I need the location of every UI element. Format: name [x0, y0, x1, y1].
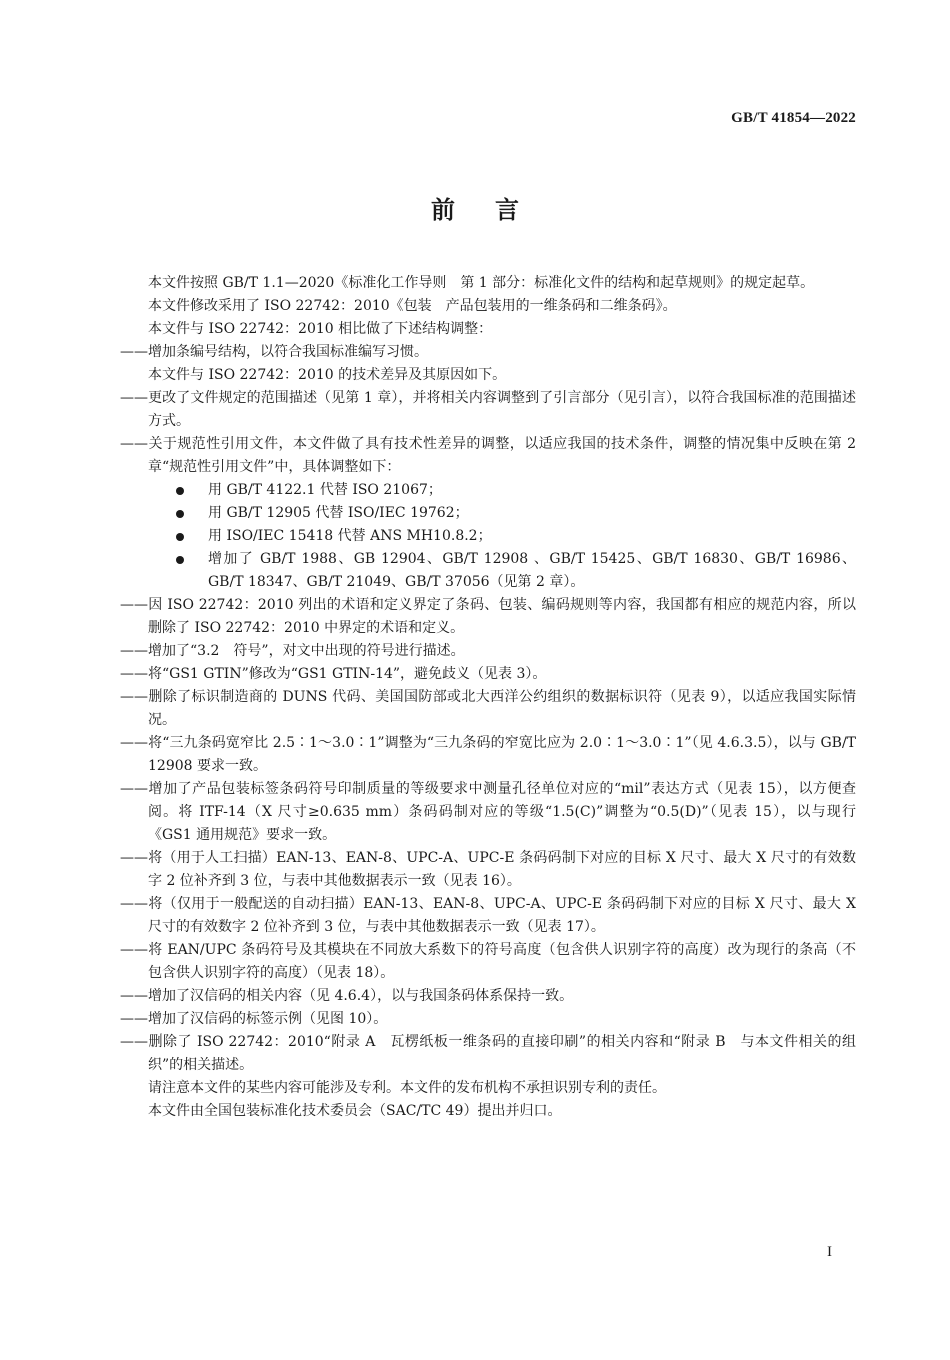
dash-list-item [120, 686, 856, 732]
dash-item-text: 增加了产品包装标签条码符号印制质量的等级要求中测量孔径单位对应的“mil”表达方式（见表 15），以方便查阅。将 ITF-14（X 尺寸≥0.635 mm）条码码制对应的等级“1.5(C)”调整为“0.5(D)”（见表 15），以与现行《GS1 通用规范》要求一致。 [148, 781, 856, 843]
page-title: 前言 [431, 196, 559, 224]
bullet-item-text: 增加了 GB/T 1988、GB 12904、GB/T 12908 、GB/T 15425、GB/T 16830、GB/T 16986、GB/T 18347、GB/T 21049、GB/T 37056（见第 2 章）。 [208, 551, 856, 590]
page-number: I [827, 1244, 832, 1260]
dash-list-item [120, 640, 856, 663]
bullet-list-item [120, 525, 856, 548]
bullet-dot-icon [176, 510, 184, 518]
bullet-dot-icon [176, 533, 184, 541]
bullet-item-text: 用 GB/T 4122.1 代替 ISO 21067； [208, 482, 442, 498]
dash-list-item [120, 893, 856, 939]
dash-marker: —— [120, 597, 148, 613]
dash-marker: —— [120, 643, 148, 659]
paragraph: 本文件修改采用了 ISO 22742：2010《包装 产品包装用的一维条码和二维条码》。 [148, 298, 677, 314]
paragraph: 本文件由全国包装标准化技术委员会（SAC/TC 49）提出并归口。 [148, 1103, 562, 1119]
dash-item-text: 将（用于人工扫描）EAN-13、EAN-8、UPC-A、UPC-E 条码码制下对应的目标 X 尺寸、最大 X 尺寸的有效数字 2 位补齐到 3 位，与表中其他数据表示一致（见表 16）。 [148, 850, 856, 889]
dash-item-text: 将（仅用于一般配送的自动扫描）EAN-13、EAN-8、UPC-A、UPC-E 条码码制下对应的目标 X 尺寸、最大 X 尺寸的有效数字 2 位补齐到 3 位，与表中其他数据表示一致（见表 17）。 [148, 896, 856, 935]
dash-item-text: 将“三九条码宽窄比 2.5∶1～3.0∶1”调整为“三九条码的窄宽比应为 2.0∶1～3.0∶1”（见 4.6.3.5），以与 GB/T 12908 要求一致。 [148, 735, 856, 774]
bullet-list-item [120, 548, 856, 594]
dash-marker: —— [120, 689, 148, 705]
dash-marker: —— [120, 666, 148, 682]
dash-list-item [120, 939, 856, 985]
dash-item-text: 因 ISO 22742：2010 列出的术语和定义界定了条码、包装、编码规则等内容，我国都有相应的规范内容，所以删除了 ISO 22742：2010 中界定的术语和定义。 [148, 597, 856, 636]
standard-code: GB/T 41854—2022 [731, 110, 856, 126]
dash-item-text: 将“GS1 GTIN”修改为“GS1 GTIN-14”，避免歧义（见表 3）。 [148, 666, 547, 682]
dash-list-item [120, 778, 856, 847]
dash-marker: —— [120, 988, 148, 1004]
dash-list-item [120, 433, 856, 479]
dash-marker: —— [120, 781, 148, 797]
dash-item-text: 增加了汉信码的相关内容（见 4.6.4），以与我国条码体系保持一致。 [148, 988, 574, 1004]
dash-list-item [120, 663, 856, 686]
dash-marker: —— [120, 942, 148, 958]
bullet-dot-icon [176, 487, 184, 495]
dash-marker: —— [120, 735, 148, 751]
bullet-list-item [120, 479, 856, 502]
dash-list-item [120, 985, 856, 1008]
paragraph: 请注意本文件的某些内容可能涉及专利。本文件的发布机构不承担识别专利的责任。 [148, 1080, 666, 1096]
dash-item-text: 增加了“3.2 符号”，对文中出现的符号进行描述。 [148, 643, 465, 659]
dash-list-item [120, 732, 856, 778]
dash-list-item [120, 341, 856, 364]
preface-body [120, 272, 856, 1123]
dash-item-text: 删除了标识制造商的 DUNS 代码、美国国防部或北大西洋公约组织的数据标识符（见表 9），以适应我国实际情况。 [148, 689, 856, 728]
dash-marker: —— [120, 1011, 148, 1027]
dash-marker: —— [120, 850, 148, 866]
bullet-list-item [120, 502, 856, 525]
dash-list-item [120, 847, 856, 893]
dash-list-item [120, 387, 856, 433]
paragraph: 本文件按照 GB/T 1.1—2020《标准化工作导则 第 1 部分：标准化文件的结构和起草规则》的规定起草。 [148, 275, 815, 291]
dash-item-text: 将 EAN/UPC 条码符号及其模块在不同放大系数下的符号高度（包含供人识别字符的高度）改为现行的条高（不包含供人识别字符的高度）（见表 18）。 [148, 942, 856, 981]
dash-marker: —— [120, 896, 148, 912]
paragraph: 本文件与 ISO 22742：2010 的技术差异及其原因如下。 [148, 367, 507, 383]
dash-list-item [120, 1031, 856, 1077]
dash-item-text: 增加条编号结构，以符合我国标准编写习惯。 [148, 344, 428, 360]
dash-item-text: 关于规范性引用文件，本文件做了具有技术性差异的调整，以适应我国的技术条件，调整的情况集中反映在第 2 章“规范性引用文件”中，具体调整如下： [148, 436, 856, 475]
dash-marker: —— [120, 344, 148, 360]
bullet-item-text: 用 GB/T 12905 代替 ISO/IEC 19762； [208, 505, 469, 521]
paragraph: 本文件与 ISO 22742：2010 相比做了下述结构调整： [148, 321, 493, 337]
bullet-dot-icon [176, 556, 184, 564]
bullet-item-text: 用 ISO/IEC 15418 代替 ANS MH10.8.2； [208, 528, 492, 544]
dash-marker: —— [120, 390, 148, 406]
dash-item-text: 删除了 ISO 22742：2010“附录 A 瓦楞纸板一维条码的直接印刷”的相关内容和“附录 B 与本文件相关的组织”的相关描述。 [148, 1034, 856, 1073]
dash-list-item [120, 1008, 856, 1031]
dash-marker: —— [120, 1034, 148, 1050]
dash-list-item [120, 594, 856, 640]
dash-item-text: 增加了汉信码的标签示例（见图 10）。 [148, 1011, 388, 1027]
dash-marker: —— [120, 436, 148, 452]
dash-item-text: 更改了文件规定的范围描述（见第 1 章），并将相关内容调整到了引言部分（见引言），以符合我国标准的范围描述方式。 [148, 390, 856, 429]
